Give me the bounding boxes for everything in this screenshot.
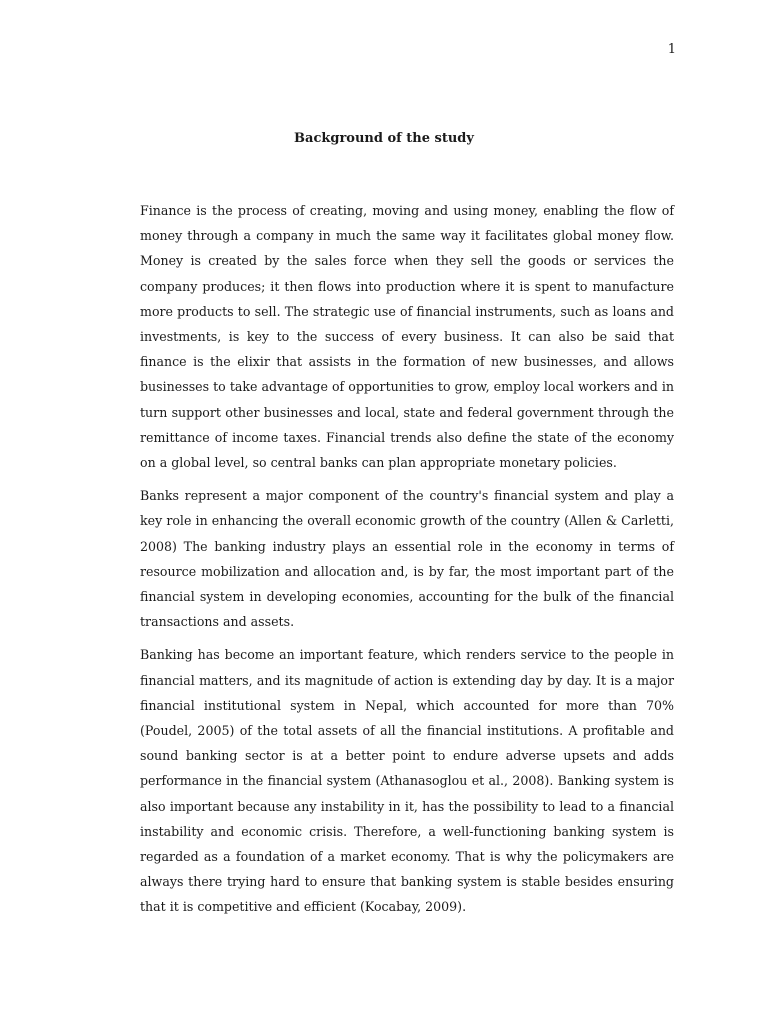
document-body xyxy=(140,198,674,928)
page-number: 1 xyxy=(667,42,676,57)
paragraph-banking: Banking has become an important feature, which renders service to the people in financial matters, and its magnitude of action is extending day by day. It is a major financial institutional system in Nepal, which accounted for more than 70% (Poudel, 2005) of the total assets of all the financial institutions. A profitable and sound banking sector is at a better point to endure adverse upsets and adds performance in the financial system (Athanasoglou et al., 2008). Banking system is also important because any instability in it, has the possibility to lead to a financial instability and economic crisis. Therefore, a well-functioning banking system is regarded as a foundation of a market economy. That is why the policymakers are always there trying hard to ensure that banking system is stable besides ensuring that it is competitive and efficient (Kocabay, 2009). xyxy=(140,647,674,915)
paragraph-banks: Banks represent a major component of the country's financial system and play a key role in enhancing the overall economic growth of the country (Allen & Carletti, 2008) The banking industry plays an essential role in the economy in terms of resource mobilization and allocation and, is by far, the most important part of the financial system in developing economies, accounting for the bulk of the financial transactions and assets. xyxy=(140,488,674,630)
section-title: Background of the study xyxy=(294,131,474,146)
paragraph-finance: Finance is the process of creating, moving and using money, enabling the flow of money through a company in much the same way it facilitates global money flow. Money is created by the sales force when they sell the goods or services the company produces; it then flows into production where it is spent to manufacture more products to sell. The strategic use of financial instruments, such as loans and investments, is key to the success of every business. It can also be said that finance is the elixir that assists in the formation of new businesses, and allows businesses to take advantage of opportunities to grow, employ local workers and in turn support other businesses and local, state and federal government through the remittance of income taxes. Financial trends also define the state of the economy on a global level, so central banks can plan appropriate monetary policies. xyxy=(140,203,674,471)
